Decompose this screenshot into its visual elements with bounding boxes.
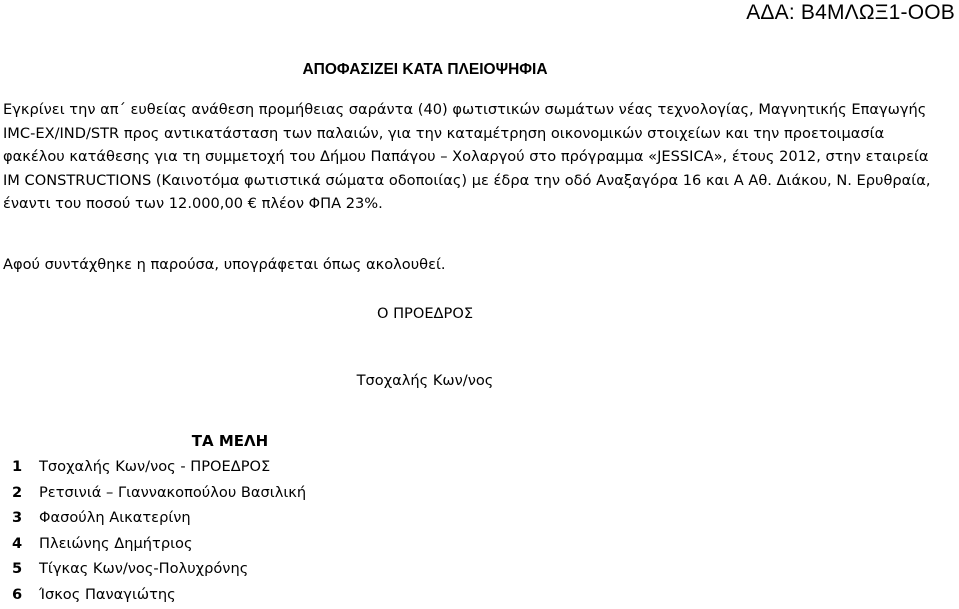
member-number: 3: [12, 507, 39, 529]
president-title: Ο ΠΡΟΕΔΡΟΣ: [0, 304, 850, 324]
president-name: Τσοχαλής Κων/νος: [0, 371, 850, 391]
member-number: 2: [12, 482, 39, 504]
member-name: Τίγκας Κων/νος-Πολυχρόνης: [39, 560, 248, 577]
member-number: 5: [12, 558, 39, 580]
member-item: [12, 558, 306, 584]
decision-heading: ΑΠΟΦΑΣΙΖΕΙ ΚΑΤΑ ΠΛΕΙΟΨΗΦΙΑ: [0, 60, 850, 80]
member-item: [12, 533, 306, 559]
member-item: [12, 456, 306, 482]
ada-code: ΑΔΑ: Β4ΜΛΩΞ1-ΟΟΒ: [746, 0, 955, 26]
member-number: 4: [12, 533, 39, 555]
member-name: Ρετσινιά – Γιαννακοπούλου Βασιλική: [39, 484, 306, 501]
member-name: Φασούλη Αικατερίνη: [39, 509, 191, 526]
member-item: [12, 584, 306, 609]
member-name: Τσοχαλής Κων/νος - ΠΡΟΕΔΡΟΣ: [39, 458, 270, 475]
member-item: [12, 507, 306, 533]
members-list: [12, 456, 306, 609]
member-item: [12, 482, 306, 508]
closing-statement: Αφού συντάχθηκε η παρούσα, υπογράφεται όπως ακολουθεί.: [3, 253, 446, 276]
members-heading: ΤΑ ΜΕΛΗ: [150, 431, 310, 451]
member-name: Πλειώνης Δημήτριος: [39, 535, 193, 552]
member-number: 1: [12, 456, 39, 478]
member-name: Ίσκος Παναγιώτης: [39, 586, 176, 603]
member-number: 6: [12, 584, 39, 606]
decision-body-text: Εγκρίνει την απ΄ ευθείας ανάθεση προμήθειας σαράντα (40) φωτιστικών σωμάτων νέας τεχνολογίας, Μαγνητικής Επαγωγής IMC-EX/IND/STR προς αντικατάσταση των παλαιών, για την καταμέτρηση οικονομικών στοιχείων και την προετοιμασία φακέλου κατάθεσης για τη συμμετοχή του Δήμου Παπάγου – Χολαργού στο πρόγραμμα «JESSICA», έτους 2012, στην εταιρεία IM CONSTRUCTIONS (Καινοτόμα φωτιστικά σώματα οδοποιίας) με έδρα την οδό Αναξαγόρα 16 και Α Αθ. Διάκου, Ν. Ερυθραία, έναντι του ποσού των 12.000,00 € πλέον ΦΠΑ 23%.: [3, 98, 948, 216]
